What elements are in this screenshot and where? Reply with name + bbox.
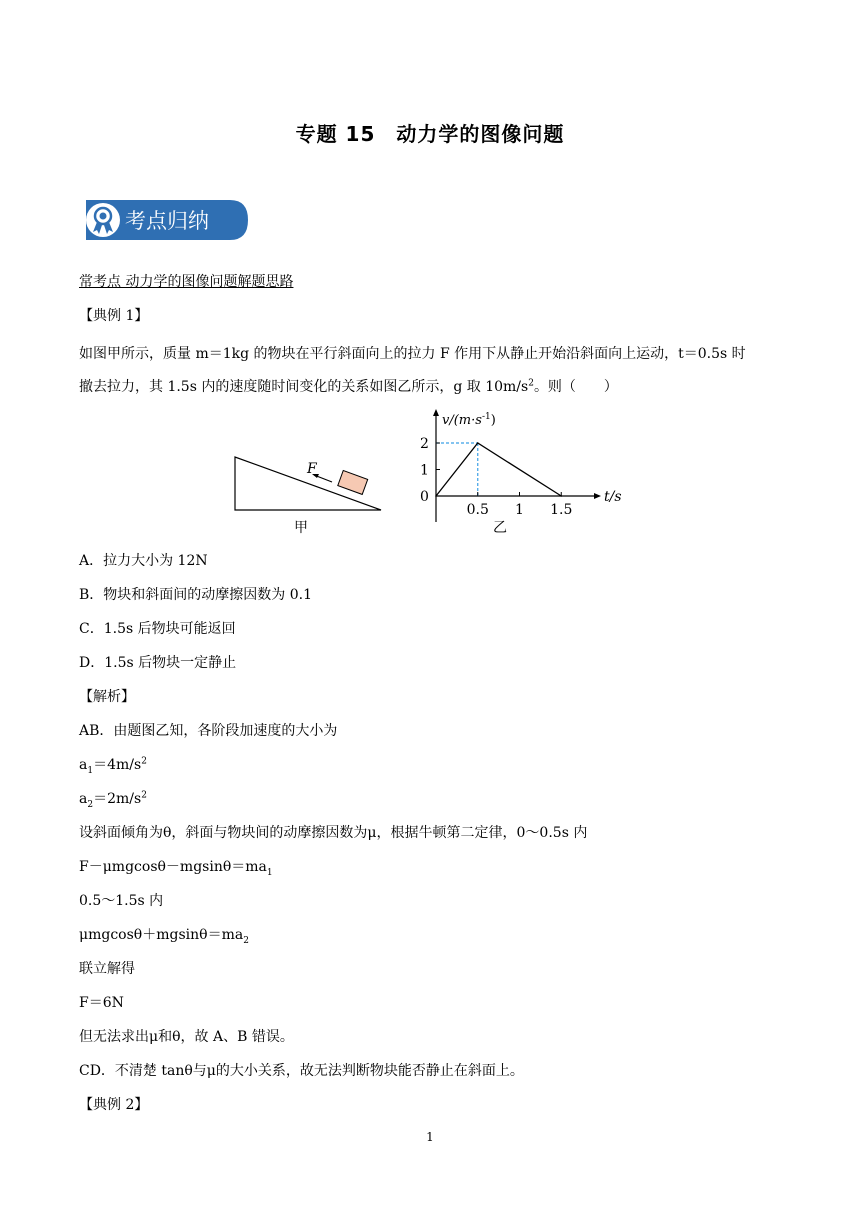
option-b: B．物块和斜面间的动摩擦因数为 0.1 (79, 587, 313, 603)
data-point (435, 495, 437, 497)
x-tick-label: 1.5 (550, 502, 573, 518)
x-axis-label: t/s (604, 489, 622, 505)
analysis-line-10: 但无法求出μ和θ，故 A、B 错误。 (79, 1029, 294, 1045)
origin-label: 0 (420, 489, 429, 505)
y-axis-arrow (433, 409, 439, 416)
velocity-series-line (436, 443, 561, 496)
figure-caption-right: 乙 (493, 520, 507, 536)
option-a: A．拉力大小为 12N (79, 553, 208, 569)
option-c: C．1.5s 后物块可能返回 (79, 621, 236, 637)
equation-1: $F-\mu mgcos\theta-mgsin\theta=ma_1$ (79, 859, 273, 878)
analysis-line-8: 联立解得 (79, 961, 135, 977)
force-label: F (307, 461, 317, 477)
banner-graphic (80, 198, 250, 242)
velocity-time-chart (408, 404, 638, 536)
y-tick-label: 2 (420, 436, 429, 452)
section-heading: 常考点 动力学的图像问题解题思路 (79, 274, 294, 290)
option-d: D．1.5s 后物块一定静止 (79, 655, 237, 671)
equation-a1: $a_1=4m/s^2$ (79, 756, 147, 776)
equation-2: $\mu mgcos\theta+mgsin\theta=ma_2$ (79, 927, 249, 946)
analysis-line-4: 设斜面倾角为θ，斜面与物块间的动摩擦因数为μ，根据牛顿第二定律，0～0.5s 内 (79, 825, 588, 841)
figure-caption-left: 甲 (294, 520, 308, 536)
x-tick-label: 0.5 (466, 502, 489, 518)
analysis-line-9: F＝6N (79, 995, 124, 1011)
question-stem-line2: 撤去拉力，其 1.5s 内的速度随时间变化的关系如图乙所示，g 取 $10m/s^2$。则（ ） (79, 378, 618, 395)
section-banner (80, 198, 250, 242)
analysis-line-1: AB．由题图乙知，各阶段加速度的大小为 (79, 723, 338, 739)
question-stem-line1: 如图甲所示，质量 m＝1kg 的物块在平行斜面向上的拉力 F 作用下从静止开始沿斜面向上运动，t＝0.5s 时 (79, 346, 746, 362)
incline-figure (228, 450, 388, 540)
page-number: 1 (426, 1130, 434, 1144)
analysis-line-6: 0.5～1.5s 内 (79, 893, 164, 909)
example-label: 【典例 1】 (79, 308, 149, 324)
x-axis-arrow (594, 493, 601, 499)
example-2-label: 【典例 2】 (79, 1097, 149, 1113)
analysis-label: 【解析】 (79, 689, 135, 705)
analysis-line-11: CD．不清楚 tanθ与μ的大小关系，故无法判断物块能否静止在斜面上。 (79, 1063, 524, 1079)
y-axis-label: $v/(m\cdot s^{-1})$ (442, 412, 496, 428)
x-tick-label: 1 (515, 502, 524, 518)
banner-label: 考点归纳 (125, 209, 209, 233)
y-tick-label: 1 (420, 462, 429, 479)
page-title: 专题 15 动力学的图像问题 (295, 122, 565, 146)
equation-a2: $a_2=2m/s^2$ (79, 790, 147, 810)
data-point (477, 442, 479, 444)
block (338, 471, 368, 495)
